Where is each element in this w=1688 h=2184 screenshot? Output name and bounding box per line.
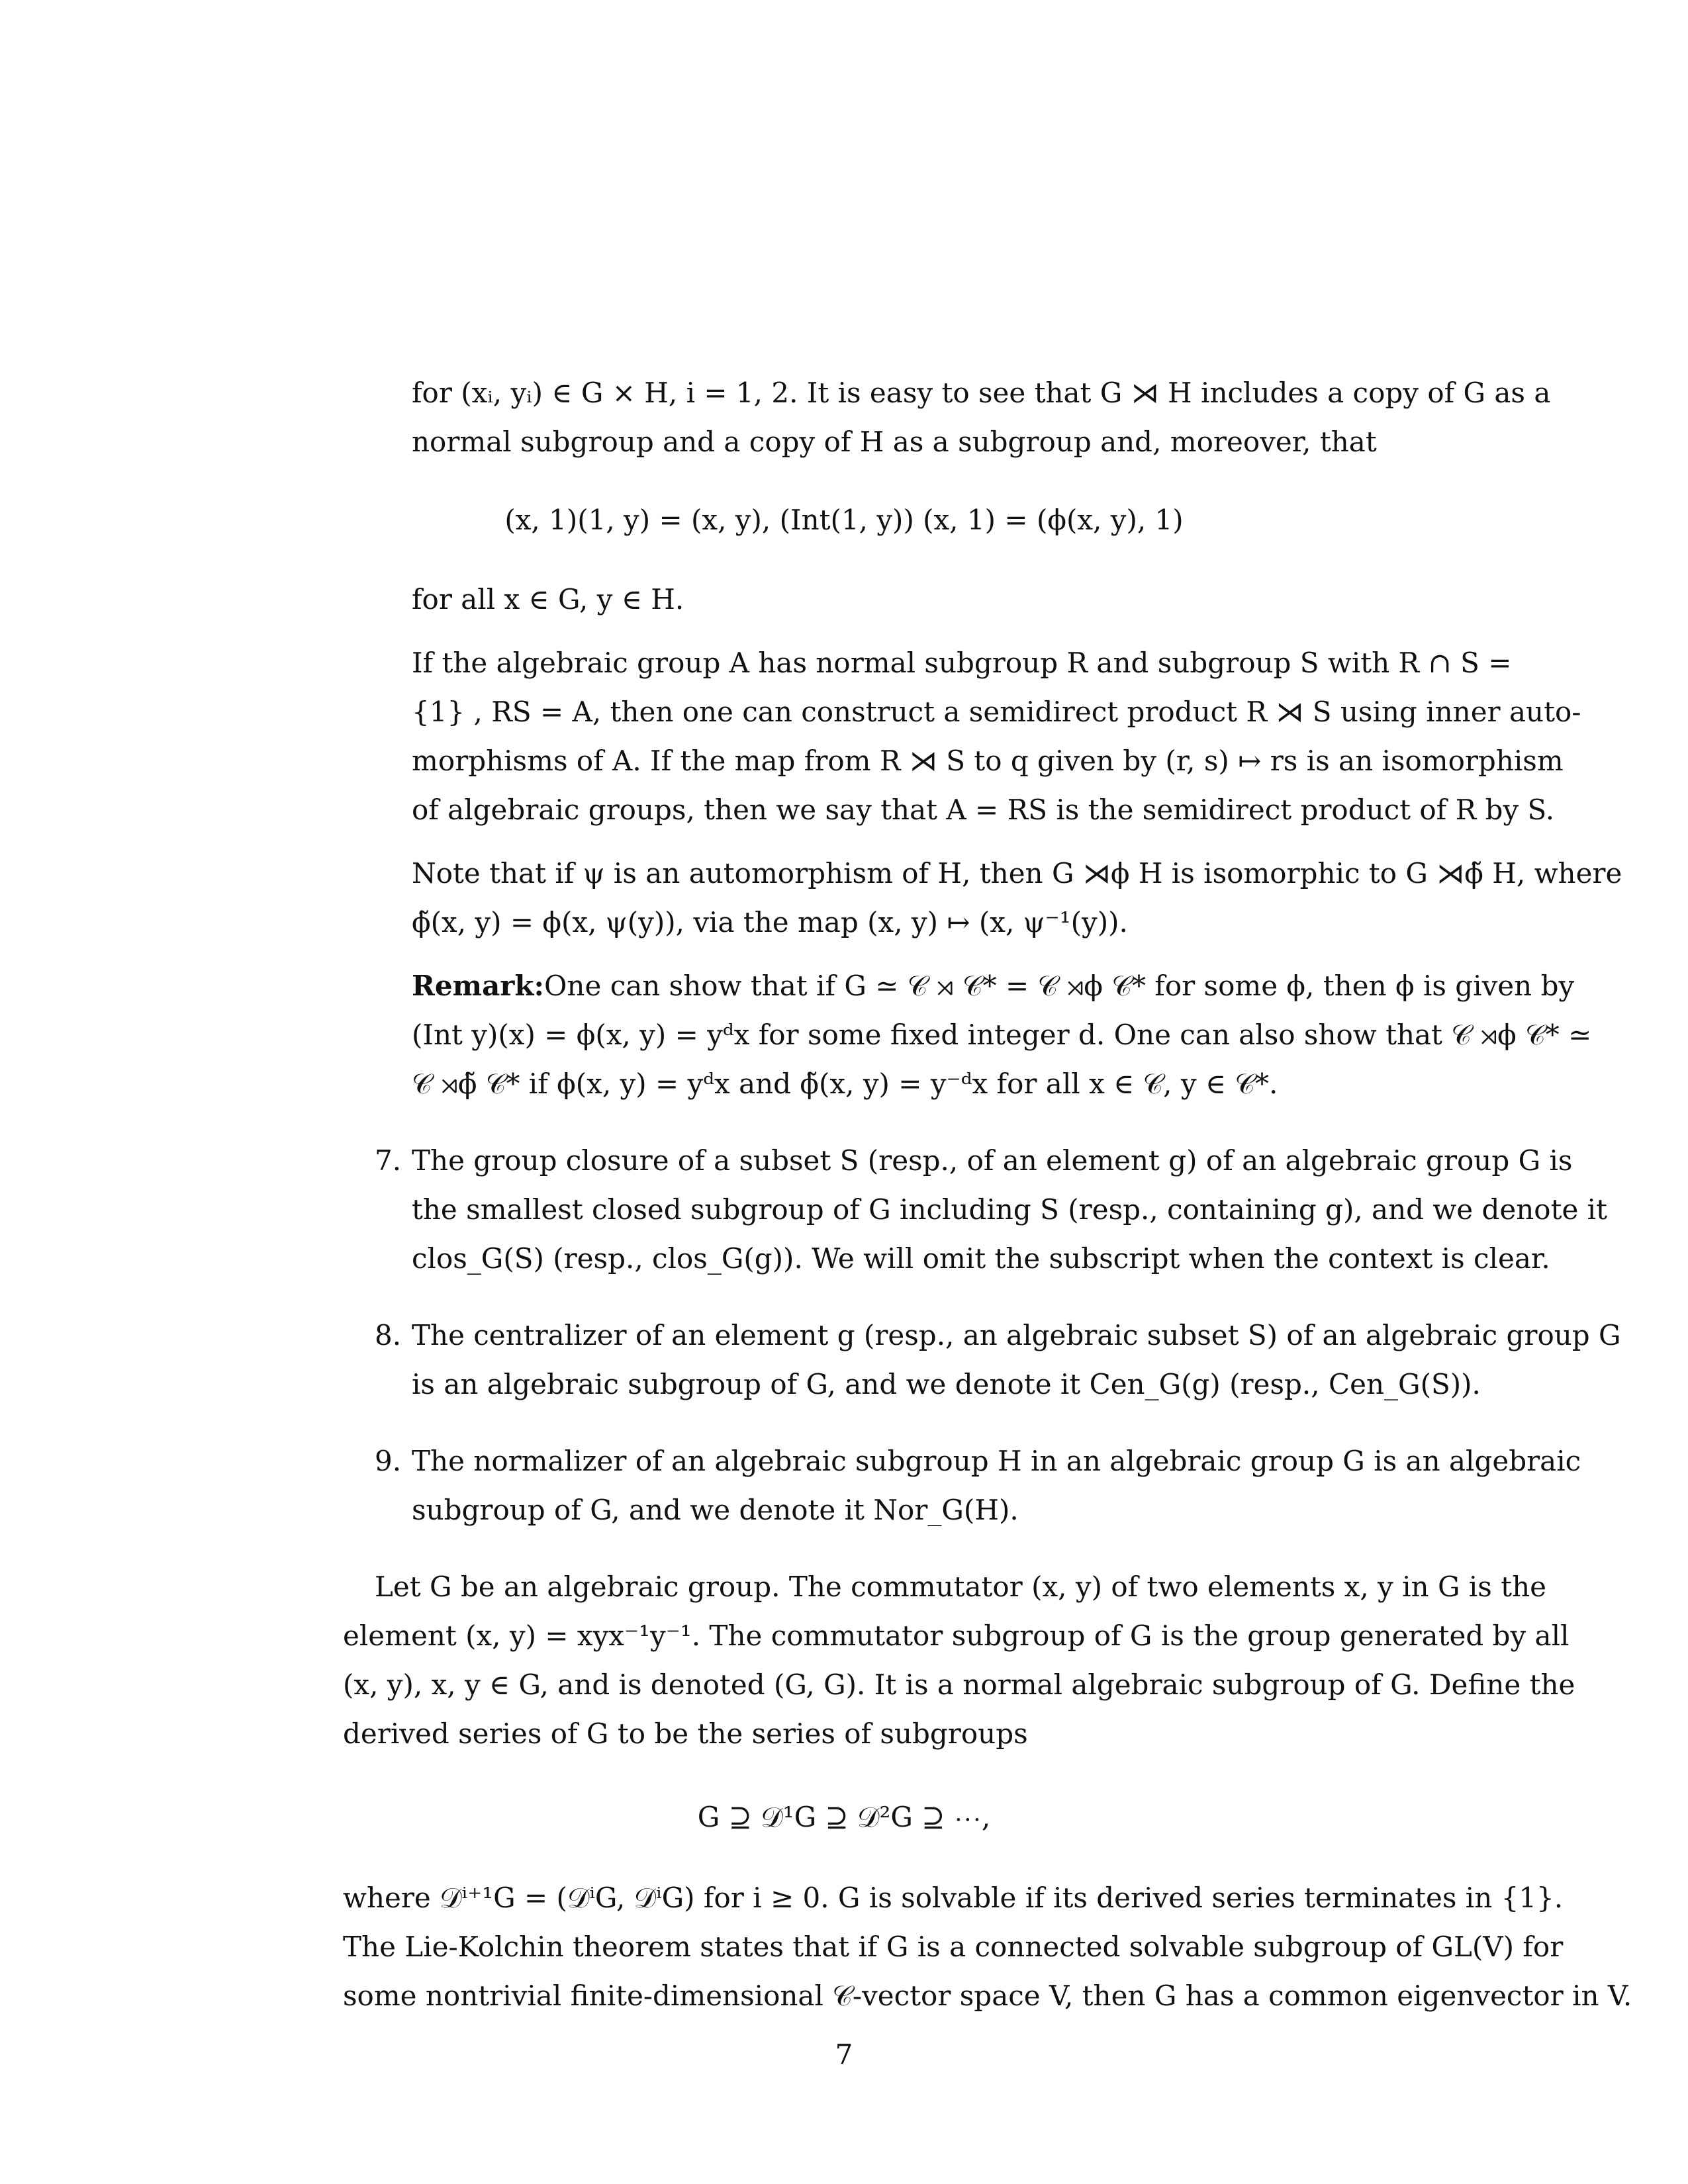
text-line: If the algebraic group A has normal subgroup R and subgroup S with R ∩ S =: [412, 647, 1512, 679]
list-number: 7.: [375, 1144, 402, 1177]
text-line: some nontrivial finite-dimensional 𝒞-vector space V, then G has a common eigenvector in V.: [343, 1979, 1632, 2012]
text-line: Let G be an algebraic group. The commutator (x, y) of two elements x, y in G is the: [375, 1570, 1546, 1603]
text-line: subgroup of G, and we denote it Nor_G(H).: [412, 1494, 1019, 1526]
display-equation: G ⊇ 𝒟¹G ⊇ 𝒟²G ⊇ ⋯,: [697, 1801, 991, 1833]
display-equation: (x, 1)(1, y) = (x, y), (Int(1, y)) (x, 1) = (ϕ(x, y), 1): [504, 504, 1184, 536]
text-line: for (xᵢ, yᵢ) ∈ G × H, i = 1, 2. It is easy to see that G ⋊ H includes a copy of G as a: [412, 377, 1551, 409]
text-line: Note that if ψ is an automorphism of H, then G ⋊ϕ H is isomorphic to G ⋊ϕ̃ H, where: [412, 857, 1622, 889]
text-line: ϕ̃(x, y) = ϕ(x, ψ(y)), via the map (x, y) ↦ (x, ψ⁻¹(y)).: [412, 906, 1128, 938]
text-line: 𝒞 ⋊ϕ̃ 𝒞* if ϕ(x, y) = yᵈx and ϕ̃(x, y) = y⁻ᵈx for all x ∈ 𝒞, y ∈ 𝒞*.: [412, 1068, 1278, 1100]
text-line: is an algebraic subgroup of G, and we denote it Cen_G(g) (resp., Cen_G(S)).: [412, 1368, 1481, 1400]
text-line: derived series of G to be the series of subgroups: [343, 1717, 1028, 1750]
text-line: (Int y)(x) = ϕ(x, y) = yᵈx for some fixed integer d. One can also show that 𝒞 ⋊ϕ 𝒞* ≃: [412, 1019, 1592, 1051]
text-line: morphisms of A. If the map from R ⋊ S to q given by (r, s) ↦ rs is an isomorphism: [412, 745, 1564, 777]
remark-label: Remark:: [412, 970, 545, 1002]
text-line: (x, y), x, y ∈ G, and is denoted (G, G). It is a normal algebraic subgroup of G. Define the: [343, 1668, 1575, 1701]
text-line: where 𝒟ⁱ⁺¹G = (𝒟ⁱG, 𝒟ⁱG) for i ≥ 0. G is solvable if its derived series terminates in {1}.: [343, 1882, 1564, 1914]
text-line: The normalizer of an algebraic subgroup H in an algebraic group G is an algebraic: [412, 1445, 1581, 1477]
text-line: for all x ∈ G, y ∈ H.: [412, 583, 684, 615]
text-line: The group closure of a subset S (resp., of an element g) of an algebraic group G is: [412, 1144, 1573, 1177]
text-line: the smallest closed subgroup of G including S (resp., containing g), and we denote it: [412, 1193, 1607, 1226]
text-line: of algebraic groups, then we say that A = RS is the semidirect product of R by S.: [412, 794, 1555, 826]
text-line: normal subgroup and a copy of H as a subgroup and, moreover, that: [412, 426, 1377, 458]
text-line: {1} , RS = A, then one can construct a semidirect product R ⋊ S using inner auto-: [412, 696, 1581, 728]
page-number: 7: [835, 2038, 853, 2071]
text-line: The centralizer of an element g (resp., an algebraic subset S) of an algebraic group G: [412, 1319, 1621, 1351]
list-number: 8.: [375, 1319, 402, 1351]
list-number: 9.: [375, 1445, 402, 1477]
text-line: The Lie-Kolchin theorem states that if G is a connected solvable subgroup of GL(V) for: [343, 1931, 1564, 1963]
text-line: clos_G(S) (resp., clos_G(g)). We will omit the subscript when the context is clear.: [412, 1242, 1550, 1275]
text-line: One can show that if G ≃ 𝒞 ⋊ 𝒞* = 𝒞 ⋊ϕ 𝒞* for some ϕ, then ϕ is given by: [544, 970, 1575, 1002]
text-line: element (x, y) = xyx⁻¹y⁻¹. The commutator subgroup of G is the group generated by all: [343, 1619, 1570, 1652]
